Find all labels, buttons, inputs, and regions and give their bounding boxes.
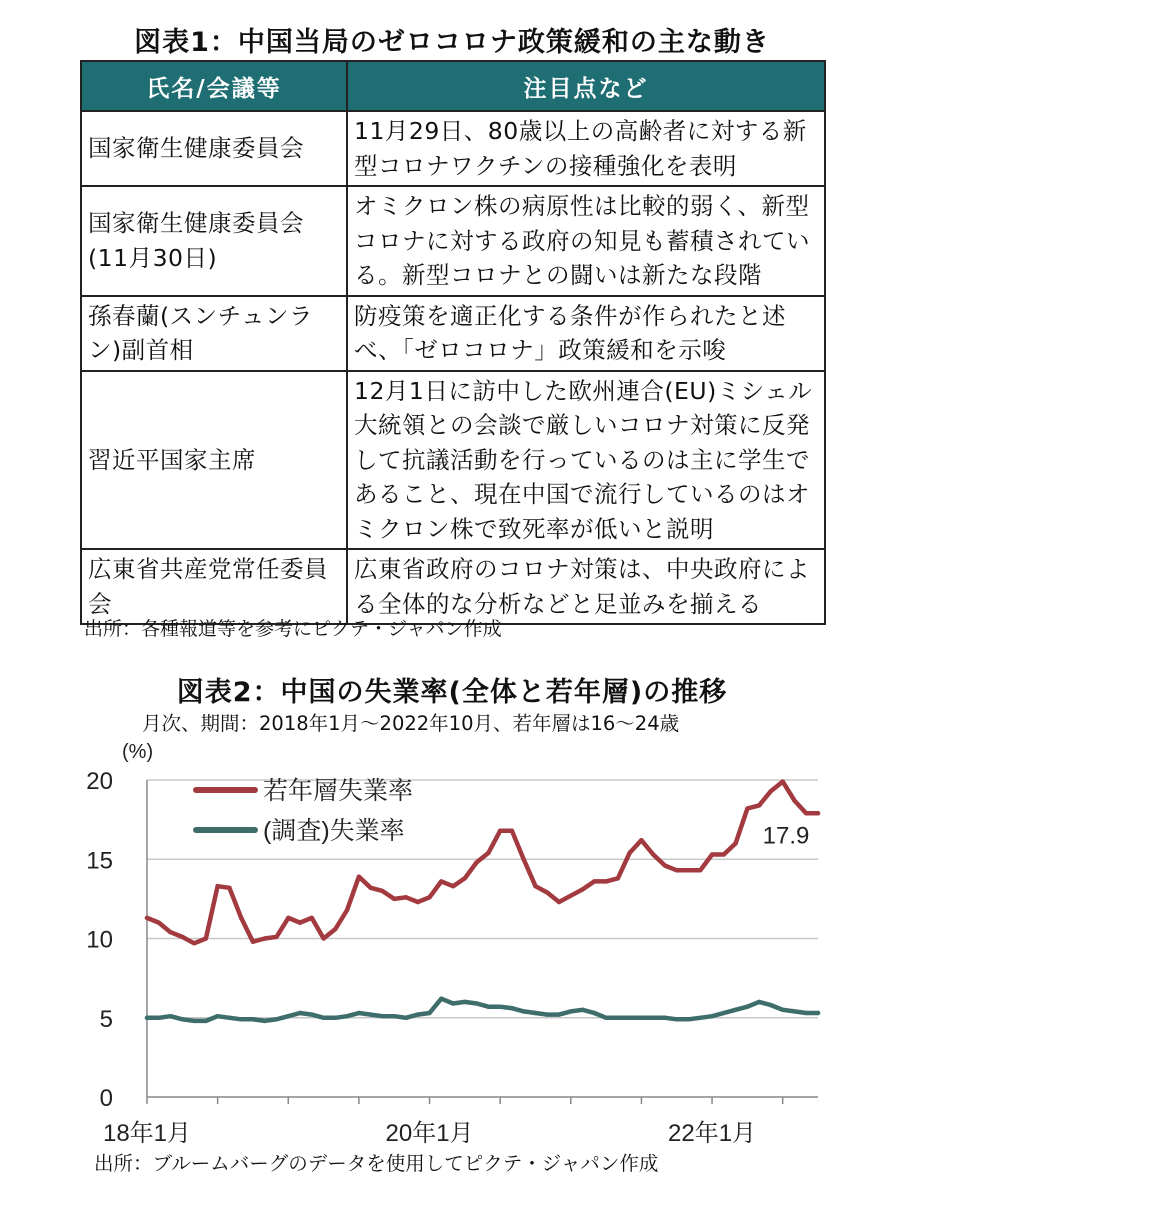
chart-legend	[196, 777, 413, 845]
cell-note: オミクロン株の病原性は比較的弱く、新型コロナに対する政府の知見も蓄積されている。新型コロナとの闘いは新たな段階	[347, 186, 825, 296]
data-point	[804, 1011, 808, 1015]
y-tick-label: 5	[99, 1005, 113, 1033]
data-point	[510, 1006, 514, 1010]
data-point	[745, 1004, 749, 1008]
data-point	[557, 900, 561, 904]
data-point	[604, 1016, 608, 1020]
data-point	[663, 1016, 667, 1020]
data-point	[651, 852, 655, 856]
data-point	[533, 884, 537, 888]
data-point	[463, 876, 467, 880]
data-point	[627, 851, 631, 855]
data-point	[616, 876, 620, 880]
series-line-0	[147, 782, 818, 944]
data-point	[310, 1012, 314, 1016]
data-label: 17.9	[762, 822, 810, 850]
data-point	[675, 868, 679, 872]
data-point	[333, 927, 337, 931]
data-point	[627, 1016, 631, 1020]
data-point	[227, 1016, 231, 1020]
data-point	[345, 908, 349, 912]
data-point	[675, 1017, 679, 1021]
data-point	[357, 1011, 361, 1015]
data-point	[274, 1017, 278, 1021]
data-point	[522, 1009, 526, 1013]
data-point	[663, 863, 667, 867]
data-point	[592, 879, 596, 883]
data-point	[780, 779, 784, 783]
cell-who: 国家衛生健康委員会(11月30日)	[81, 186, 347, 296]
data-point	[321, 936, 325, 940]
data-point	[816, 811, 820, 815]
data-point	[580, 887, 584, 891]
data-point	[310, 916, 314, 920]
data-point	[639, 1016, 643, 1020]
data-point	[404, 1016, 408, 1020]
header-note: 注目点など	[347, 61, 825, 111]
data-point	[510, 829, 514, 833]
data-point	[368, 1012, 372, 1016]
data-point	[215, 1014, 219, 1018]
table-source: 出所：各種報道等を参考にピクテ・ジャパン作成	[84, 618, 502, 640]
cell-who: 孫春蘭(スンチュンラン)副首相	[81, 296, 347, 371]
data-point	[592, 1011, 596, 1015]
data-point	[180, 935, 184, 939]
data-point	[380, 889, 384, 893]
data-point	[204, 1019, 208, 1023]
data-point	[357, 874, 361, 878]
data-point	[416, 900, 420, 904]
data-point	[263, 936, 267, 940]
data-point	[298, 920, 302, 924]
data-point	[486, 1004, 490, 1008]
data-point	[545, 890, 549, 894]
data-point	[733, 1008, 737, 1012]
data-point	[698, 868, 702, 872]
data-point	[251, 1017, 255, 1021]
data-point	[816, 1011, 820, 1015]
x-tick-label: 18年1月	[102, 1120, 192, 1147]
data-point	[463, 1000, 467, 1004]
data-point	[404, 895, 408, 899]
data-point	[522, 857, 526, 861]
y-axis-label: (%)	[122, 741, 154, 763]
legend-label: 若年層失業率	[263, 777, 414, 805]
chart-subtitle: 月次、期間：2018年1月～2022年10月、若年層は16～24歳	[142, 712, 680, 735]
data-point	[569, 894, 573, 898]
data-point	[733, 841, 737, 845]
data-point	[227, 886, 231, 890]
data-point	[180, 1017, 184, 1021]
cell-note: 12月1日に訪中した欧州連合(EU)ミシェル大統領との会談で厳しいコロナ対策に反発して抗議活動を行っているのは主に学生であること、現在中国で流行しているのはオミクロン株で致死率が低いと説明	[347, 371, 825, 550]
data-point	[769, 789, 773, 793]
legend-label: (調査)失業率	[263, 817, 405, 845]
data-point	[722, 852, 726, 856]
data-point	[345, 1014, 349, 1018]
data-point	[757, 803, 761, 807]
data-point	[168, 1014, 172, 1018]
data-point	[439, 997, 443, 1001]
chart-grid	[147, 780, 818, 1018]
data-point	[580, 1008, 584, 1012]
data-point	[427, 895, 431, 899]
header-who: 氏名/会議等	[81, 61, 347, 111]
data-point	[157, 920, 161, 924]
data-point	[651, 1016, 655, 1020]
data-point	[286, 916, 290, 920]
data-point	[239, 1017, 243, 1021]
data-point	[533, 1011, 537, 1015]
data-point	[686, 1017, 690, 1021]
data-point	[604, 879, 608, 883]
data-point	[192, 1019, 196, 1023]
data-point	[639, 838, 643, 842]
data-point	[392, 1014, 396, 1018]
data-point	[274, 935, 278, 939]
chart-series	[145, 779, 820, 1023]
data-point	[145, 916, 149, 920]
y-tick-label: 15	[86, 847, 113, 875]
cell-note: 広東省政府のコロナ対策は、中央政府による全体的な分析などと足並みを揃える	[347, 549, 825, 624]
data-point	[168, 930, 172, 934]
data-point	[557, 1012, 561, 1016]
data-point	[380, 1014, 384, 1018]
data-point	[710, 852, 714, 856]
data-point	[474, 860, 478, 864]
data-point	[804, 811, 808, 815]
cell-note: 11月29日、80歳以上の高齢者に対する新型コロナワクチンの接種強化を表明	[347, 111, 825, 186]
data-point	[451, 1001, 455, 1005]
y-tick-label: 0	[99, 1085, 113, 1112]
data-point	[498, 1004, 502, 1008]
y-tick-label: 20	[86, 768, 113, 795]
cell-who: 習近平国家主席	[81, 371, 347, 550]
data-point	[745, 806, 749, 810]
data-point	[792, 798, 796, 802]
data-point	[298, 1011, 302, 1015]
data-point	[215, 884, 219, 888]
data-point	[710, 1014, 714, 1018]
data-point	[239, 916, 243, 920]
data-point	[698, 1016, 702, 1020]
data-point	[545, 1012, 549, 1016]
data-point	[321, 1016, 325, 1020]
x-tick-label: 20年1月	[385, 1120, 474, 1147]
data-point	[427, 1011, 431, 1015]
data-point	[157, 1016, 161, 1020]
data-point	[416, 1012, 420, 1016]
data-point	[204, 936, 208, 940]
data-point	[192, 941, 196, 945]
x-tick-label: 22年1月	[668, 1120, 757, 1147]
cell-note: 防疫策を適正化する条件が作られたと述べ、「ゼロコロナ」政策緩和を示唆	[347, 296, 825, 371]
chart-source: 出所：ブルームバーグのデータを使用してピクテ・ジャパン作成	[94, 1152, 659, 1175]
data-point	[392, 897, 396, 901]
data-point	[333, 1016, 337, 1020]
data-point	[474, 1001, 478, 1005]
data-point	[616, 1016, 620, 1020]
data-point	[722, 1011, 726, 1015]
data-point	[757, 1000, 761, 1004]
data-point	[145, 1016, 149, 1020]
data-point	[792, 1009, 796, 1013]
data-point	[451, 884, 455, 888]
data-point	[569, 1009, 573, 1013]
y-tick-label: 10	[86, 926, 113, 954]
data-point	[769, 1003, 773, 1007]
data-point	[686, 868, 690, 872]
data-point	[263, 1019, 267, 1023]
data-point	[251, 939, 255, 943]
chart-title: 図表2：中国の失業率(全体と若年層)の推移	[176, 677, 728, 708]
cell-who: 広東省共産党常任委員会	[81, 549, 347, 624]
data-point	[486, 851, 490, 855]
data-point	[780, 1008, 784, 1012]
data-point	[498, 829, 502, 833]
data-point	[368, 886, 372, 890]
cell-who: 国家衛生健康委員会	[81, 111, 347, 186]
data-point	[439, 879, 443, 883]
data-point	[286, 1014, 290, 1018]
table-title: 図表1：中国当局のゼロコロナ政策緩和の主な動き	[134, 27, 770, 58]
